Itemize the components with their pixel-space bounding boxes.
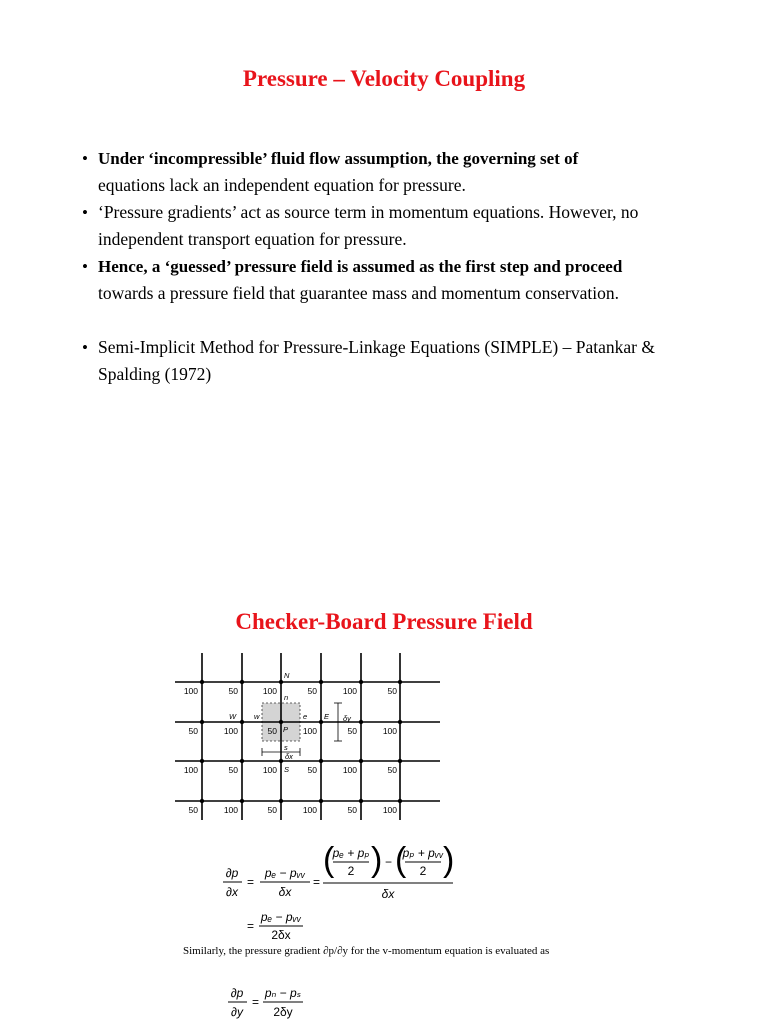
grid-node xyxy=(279,680,283,684)
grid-node xyxy=(359,759,363,763)
label-e: e xyxy=(303,712,308,721)
grid-value: 50 xyxy=(307,686,317,696)
eq1-mid-num: pₑ − pᵥᵥ xyxy=(264,866,306,880)
paren-open: ( xyxy=(395,841,407,879)
bullet-text: equations lack an independent equation for pressure. xyxy=(98,175,466,195)
grid-value: 100 xyxy=(262,686,277,696)
grid-value: 50 xyxy=(228,686,238,696)
grid-node xyxy=(200,799,204,803)
equals-sign: = xyxy=(313,875,321,889)
label-P: P xyxy=(283,725,289,734)
eq2-den: 2δx xyxy=(271,928,291,942)
grid-node xyxy=(319,799,323,803)
label-dx: δx xyxy=(285,752,293,761)
grid-value: 100 xyxy=(223,726,238,736)
label-S: S xyxy=(284,765,290,774)
paren-close: ) xyxy=(371,841,383,879)
grid-node xyxy=(398,720,402,724)
grid-value: 50 xyxy=(387,686,397,696)
eq1-frac-b-den: 2 xyxy=(419,864,427,878)
grid-node xyxy=(319,759,323,763)
bullet-list xyxy=(80,145,720,388)
grid-vertical-lines xyxy=(202,653,400,820)
grid-node xyxy=(200,759,204,763)
grid-value: 100 xyxy=(302,726,317,736)
label-W: W xyxy=(229,712,237,721)
grid-value: 100 xyxy=(223,805,238,815)
label-n: n xyxy=(284,693,289,702)
grid-node xyxy=(240,759,244,763)
checkerboard-grid-figure xyxy=(170,648,450,823)
eq3-lhs-den: ∂y xyxy=(231,1005,243,1019)
grid-node xyxy=(279,720,283,724)
eq1-lhs-den: ∂x xyxy=(226,885,238,899)
grid-node xyxy=(240,799,244,803)
grid-node xyxy=(398,680,402,684)
label-N: N xyxy=(284,671,290,680)
label-w: w xyxy=(254,712,260,721)
grid-node xyxy=(240,680,244,684)
page-title: Pressure – Velocity Coupling xyxy=(242,66,526,91)
grid-node xyxy=(279,759,283,763)
eq1-big-den: δx xyxy=(381,887,395,901)
grid-node xyxy=(319,720,323,724)
grid-node xyxy=(398,759,402,763)
grid-value: 50 xyxy=(267,726,277,736)
equals-sign: = xyxy=(252,995,260,1009)
bullet-bold-text: Under ‘incompressible’ fluid flow assumption, the governing set of xyxy=(98,149,579,168)
grid-value: 100 xyxy=(342,765,357,775)
paren-open: ( xyxy=(323,841,335,879)
paren-close: ) xyxy=(443,841,455,879)
eq1-frac-a-den: 2 xyxy=(347,864,355,878)
grid-node xyxy=(319,680,323,684)
grid-value: 100 xyxy=(382,726,397,736)
bullet-item xyxy=(80,145,720,199)
grid-node xyxy=(359,799,363,803)
bullet-item xyxy=(80,199,720,253)
grid-value: 50 xyxy=(267,805,277,815)
grid-value: 50 xyxy=(347,726,357,736)
eq3-num: pₙ − pₛ xyxy=(264,986,302,1000)
grid-value: 50 xyxy=(188,726,198,736)
grid-value: 50 xyxy=(387,765,397,775)
grid-node xyxy=(398,799,402,803)
eq3-den: 2δy xyxy=(273,1005,293,1019)
grid-nodes xyxy=(200,680,402,803)
grid-node xyxy=(359,720,363,724)
grid-value: 50 xyxy=(188,805,198,815)
grid-value: 50 xyxy=(347,805,357,815)
grid-node xyxy=(240,720,244,724)
grid-value: 100 xyxy=(302,805,317,815)
grid-value: 100 xyxy=(382,805,397,815)
grid-value: 50 xyxy=(307,765,317,775)
label-E: E xyxy=(324,712,330,721)
label-dy: δy xyxy=(343,714,351,723)
equals-sign: = xyxy=(247,875,255,889)
bullet-text: Semi-Implicit Method for Pressure-Linkage Equations (SIMPLE) – Patankar & Spalding (1972) xyxy=(98,337,655,384)
bullet-text: ‘Pressure gradients’ act as source term in momentum equations. However, no independent transport equation for pressure. xyxy=(98,202,639,249)
grid-node xyxy=(200,720,204,724)
section-title: Checker-Board Pressure Field xyxy=(235,609,533,634)
bullet-bold-text: Hence, a ‘guessed’ pressure field is assumed as the first step and proceed xyxy=(98,257,623,276)
grid-value: 100 xyxy=(183,686,198,696)
grid-node xyxy=(279,799,283,803)
grid-value: 50 xyxy=(228,765,238,775)
eq1-frac-b-num: pₚ + pᵥᵥ xyxy=(402,846,444,860)
grid-value: 100 xyxy=(183,765,198,775)
minus-sign: − xyxy=(385,855,393,869)
similarly-paragraph xyxy=(183,945,583,981)
bullet-item xyxy=(80,334,720,388)
eq1-frac-a-num: pₑ + pₚ xyxy=(332,846,370,860)
bullet-text: towards a pressure field that guarantee mass and momentum conservation. xyxy=(98,283,619,303)
eq1-mid-den: δx xyxy=(278,885,292,899)
similarly-text: Similarly, the pressure gradient ∂p/∂y for the v-momentum equation is evaluated as xyxy=(183,945,550,957)
grid-node xyxy=(200,680,204,684)
grid-value: 100 xyxy=(342,686,357,696)
bullet-item xyxy=(80,253,720,307)
equals-sign: = xyxy=(247,919,255,933)
eq2-num: pₑ − pᵥᵥ xyxy=(260,910,302,924)
eq3-lhs-num: ∂p xyxy=(230,986,244,1000)
grid-node xyxy=(359,680,363,684)
grid-value: 100 xyxy=(262,765,277,775)
eq1-lhs-num: ∂p xyxy=(225,866,239,880)
equations-figure xyxy=(175,835,595,1020)
label-s: s xyxy=(284,743,288,752)
